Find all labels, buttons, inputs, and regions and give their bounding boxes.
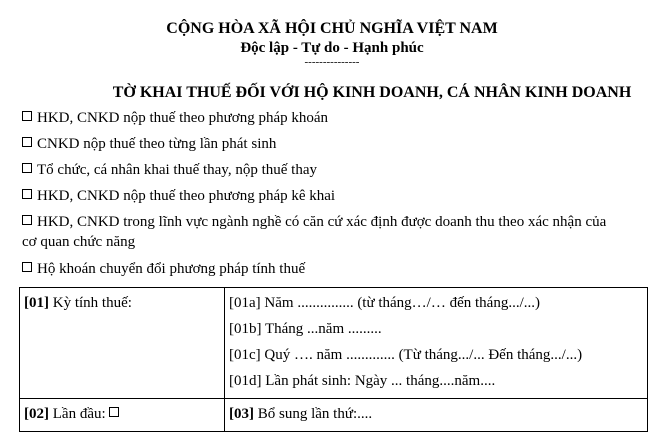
table-row [20,288,648,399]
tax-period-table [19,287,648,432]
field-text: Tháng ...năm ......... [264,321,382,337]
checkbox-icon[interactable] [22,111,32,121]
option-ke-khai[interactable] [22,188,335,205]
field-text: Quý …. năm ............. (Từ tháng.../... Đến tháng.../...) [264,347,583,363]
checkbox-icon[interactable] [22,215,32,225]
option-chuyen-doi[interactable] [22,261,305,278]
country-heading: CỘNG HÒA XÃ HỘI CHỦ NGHĨA VIỆT NAM [166,20,498,37]
period-quarter[interactable] [229,342,643,368]
checkbox-icon[interactable] [22,189,32,199]
field-code: [01] [24,295,49,311]
field-label: Bổ sung lần thứ:.... [257,406,373,422]
option-label-continued: cơ quan chức năng [22,234,136,250]
checkbox-icon[interactable] [109,407,119,417]
divider: --------------- [304,56,360,68]
option-label: HKD, CNKD nộp thuế theo phương pháp kê khai [37,188,336,204]
field-text: Lần phát sinh: Ngày ... tháng....năm.... [265,373,496,389]
field-code: [01c] [229,347,261,363]
supplement-cell[interactable] [225,399,648,432]
checkbox-icon[interactable] [22,163,32,173]
period-year[interactable] [229,290,643,316]
motto: Độc lập - Tự do - Hạnh phúc [240,40,424,56]
option-label: Tổ chức, cá nhân khai thuế thay, nộp thuế thay [37,162,317,178]
option-label: HKD, CNKD nộp thuế theo phương pháp khoán [37,110,329,126]
form-title: TỜ KHAI THUẾ ĐỐI VỚI HỘ KINH DOANH, CÁ NHÂN KINH DOANH [112,84,632,101]
tax-period-options-cell [225,288,648,399]
checkbox-icon[interactable] [22,262,32,272]
field-text: Năm ............... (từ tháng…/… đến tháng.../...) [264,295,540,311]
option-label: Hộ khoán chuyển đổi phương pháp tính thuế [37,261,306,277]
field-code: [02] [24,406,49,422]
option-nganh-nghe[interactable] [22,214,606,231]
field-label: Kỳ tính thuế: [52,295,132,311]
table-row [20,399,648,432]
first-time-cell[interactable] [20,399,225,432]
option-label: HKD, CNKD trong lĩnh vực ngành nghề có căn cứ xác định được doanh thu theo xác nhận của [37,214,607,230]
period-occurrence[interactable] [229,368,643,394]
option-khoan[interactable] [22,110,328,127]
checkbox-icon[interactable] [22,137,32,147]
period-month[interactable] [229,316,643,342]
field-code: [03] [229,406,254,422]
field-label: Lần đầu: [52,406,106,422]
field-code: [01a] [229,295,261,311]
field-code: [01b] [229,321,262,337]
field-code: [01d] [229,373,262,389]
option-tung-lan[interactable] [22,136,276,153]
option-nganh-nghe-cont [22,234,135,251]
tax-period-label-cell [20,288,225,399]
option-khai-thay[interactable] [22,162,317,179]
option-label: CNKD nộp thuế theo từng lần phát sinh [37,136,277,152]
